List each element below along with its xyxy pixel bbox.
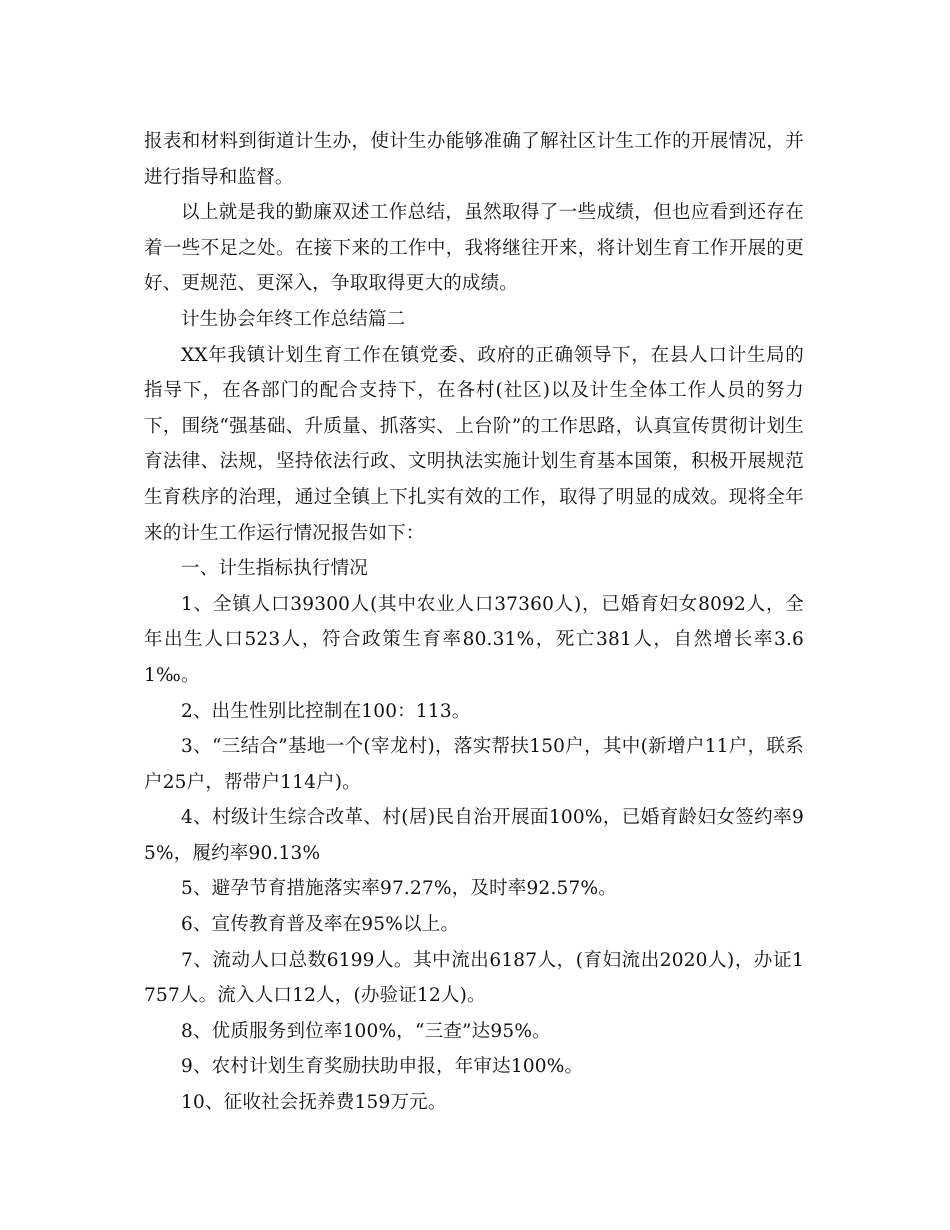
- list-item: 10、征收社会抚养费159万元。: [181, 1092, 447, 1114]
- list-item: 2、出生性别比控制在100：113。: [181, 700, 471, 722]
- list-item: 5、避孕节育措施落实率97.27%，及时率92.57%。: [181, 878, 617, 900]
- paragraph: XX年我镇计划生育工作在镇党委、政府的正确领导下，在县人口计生局的指导下，在各部门的配合支持下，在各村(社区)以及计生全体工作人员的努力下，围绕“强基础、升质量、抓落实、上台阶”的工作思路，认真宣传贯彻计划生育法律、法规，坚持依法行政、文明执法实施计划生育基本国策，积极开展规范生育秩序的治理，通过全镇上下扎实有效的工作，取得了明显的成效。现将全年来的计生工作运行情况报告如下：: [144, 344, 804, 544]
- document-body: [144, 124, 804, 1121]
- list-item: 6、宣传教育普及率在95%以上。: [181, 914, 460, 936]
- list-item: 1、全镇人口39300人(其中农业人口37360人)，已婚育妇女8092人，全年出生人口523人，符合政策生育率80.31%，死亡381人，自然增长率3.61‰。: [144, 593, 804, 686]
- list-item: 9、农村计划生育奖励扶助申报，年审达100%。: [181, 1056, 584, 1078]
- paragraph: 报表和材料到街道计生办，使计生办能够准确了解社区计生工作的开展情况，并进行指导和监督。: [144, 131, 804, 188]
- list-item: 3、“三结合”基地一个(宰龙村)，落实帮扶150户，其中(新增户11户，联系户25户，帮带户114户)。: [144, 736, 804, 793]
- section-heading: 一、计生指标执行情况: [181, 558, 369, 580]
- list-item: 4、村级计生综合改革、村(居)民自治开展面100%，已婚育龄妇女签约率95%，履约率90.13%: [144, 807, 804, 864]
- list-item: 8、优质服务到位率100%，“三查”达95%。: [181, 1020, 551, 1042]
- paragraph: 以上就是我的勤廉双述工作总结，虽然取得了一些成绩，但也应看到还存在着一些不足之处。在接下来的工作中，我将继往开来，将计划生育工作开展的更好、更规范、更深入，争取取得更大的成绩。: [144, 202, 804, 295]
- section-heading: 计生协会年终工作总结篇二: [181, 308, 406, 330]
- list-item: 7、流动人口总数6199人。其中流出6187人，(育妇流出2020人)，办证1757人。流入人口12人，(办验证12人)。: [144, 949, 804, 1007]
